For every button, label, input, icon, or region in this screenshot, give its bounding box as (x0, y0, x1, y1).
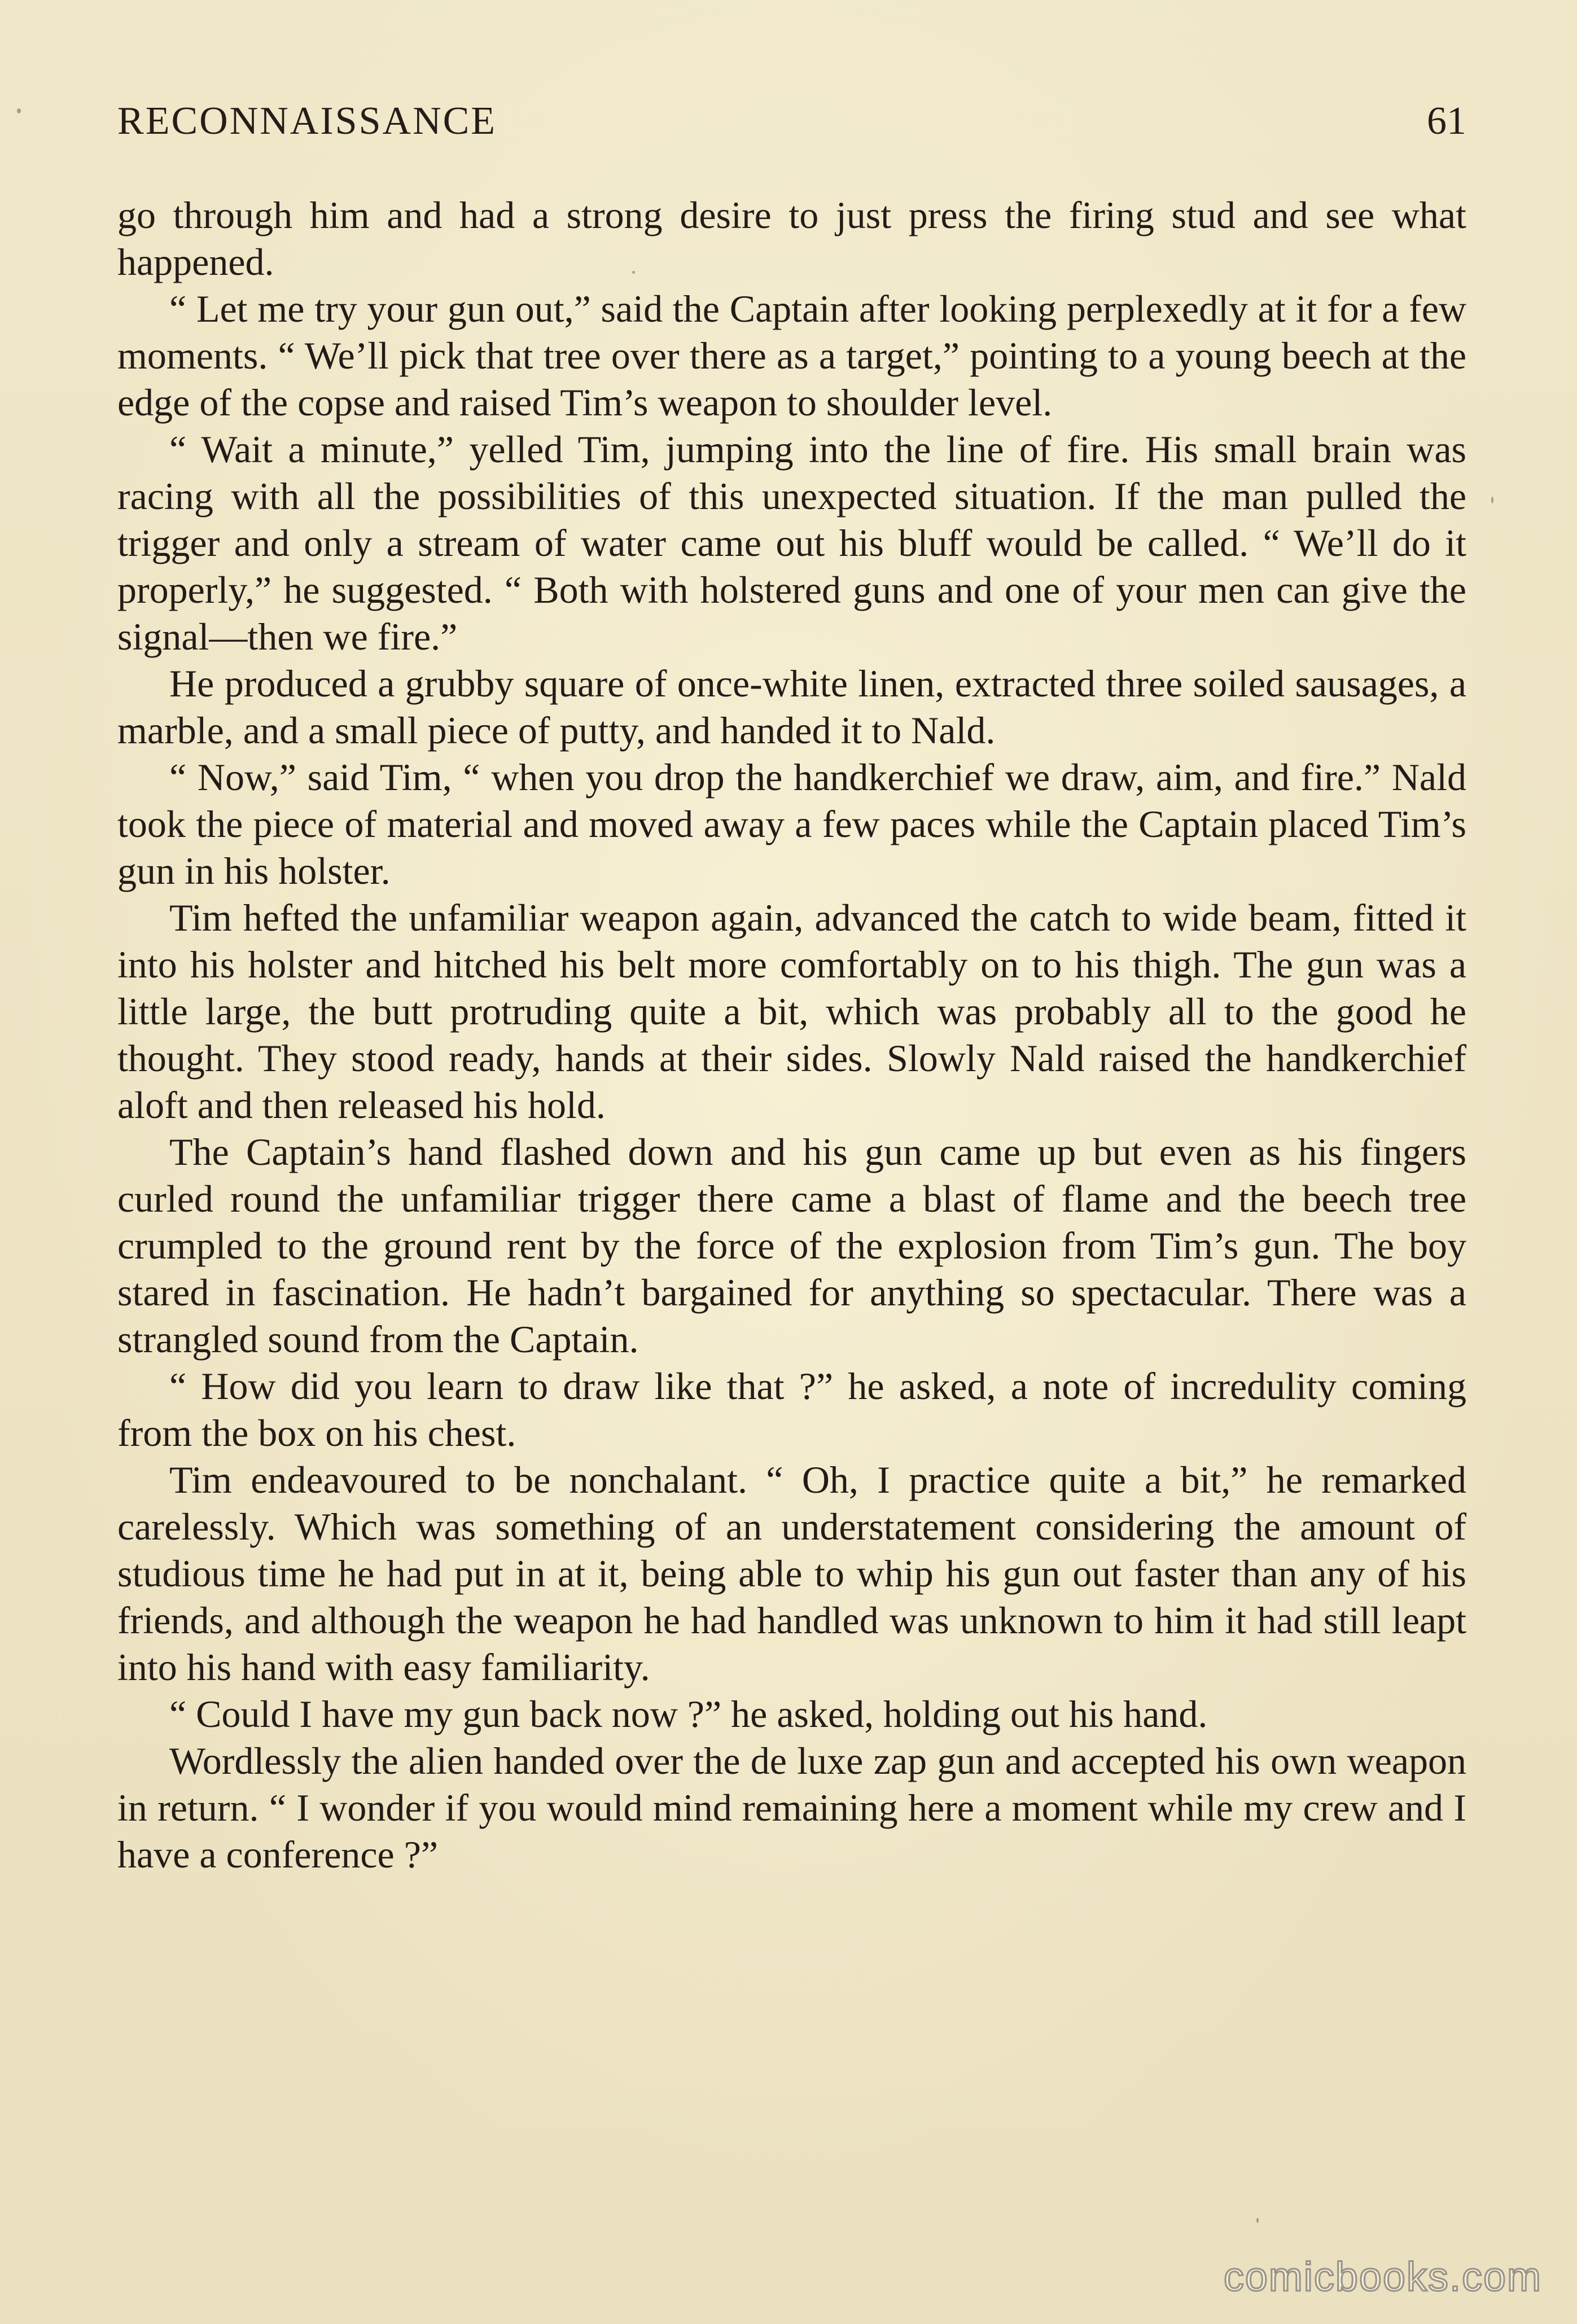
running-title: RECONNAISSANCE (117, 99, 497, 143)
paragraph: “ Wait a minute,” yelled Tim, jumping into the line of fire. His small brain was racing with all the possibilities of this unexpected situation. If the man pulled the trigger and only a stream of water came out his bluff would be called. “ We’ll do it properly,” he suggested. “ Both with holstered guns and one of your men can give the signal—then we fire.” (117, 428, 1466, 658)
paper-speck (1256, 2218, 1259, 2223)
paragraph: “ Could I have my gun back now ?” he asked, holding out his hand. (169, 1692, 1208, 1735)
body-text (117, 192, 1466, 1878)
paragraph: He produced a grubby square of once-white linen, extracted three soiled sausages, a marble, and a small piece of putty, and handed it to Nald. (117, 662, 1466, 752)
paragraph: Wordlessly the alien handed over the de luxe zap gun and accepted his own weapon in return. “ I wonder if you would mind remaining here a moment while my crew and I have a conference ?” (117, 1739, 1466, 1876)
paragraph: Tim hefted the unfamiliar weapon again, advanced the catch to wide beam, fitted it into his holster and hitched his belt more comfortably on to his thigh. The gun was a little large, the butt protruding quite a bit, which was probably all to the good he thought. They stood ready, hands at their sides. Slowly Nald raised the handkerchief aloft and then released his hold. (117, 896, 1466, 1126)
paragraph: Tim endeavoured to be nonchalant. “ Oh, I practice quite a bit,” he remarked carelessly. Which was something of an understatement considering the amount of studious time he had put in at it, being able to whip his gun out faster than any of his friends, and although the weapon he had handled was unknown to him it had still leapt into his hand with easy familiarity. (117, 1458, 1466, 1689)
paragraph: “ Let me try your gun out,” said the Captain after looking perplexedly at it for a few moments. “ We’ll pick that tree over there as a target,” pointing to a young beech at the edge of the copse and raised Tim’s weapon to shoulder level. (117, 287, 1466, 424)
paper-speck (1491, 497, 1493, 503)
paragraph: The Captain’s hand flashed down and his gun came up but even as his fingers curled round the unfamiliar trigger there came a blast of flame and the beech tree crumpled to the ground rent by the force of the explosion from Tim’s gun. The boy stared in fascination. He hadn’t bargained for anything so spectacular. There was a strangled sound from the Captain. (117, 1130, 1466, 1361)
paragraph: “ How did you learn to draw like that ?” he asked, a note of incredulity coming from the box on his chest. (117, 1365, 1466, 1454)
paper-speck (17, 108, 21, 113)
paragraph: “ Now,” said Tim, “ when you drop the handkerchief we draw, aim, and fire.” Nald took the piece of material and moved away a few paces while the Captain placed Tim’s gun in his holster. (117, 756, 1466, 892)
page-number: 61 (1427, 99, 1466, 143)
paragraph: go through him and had a strong desire to just press the firing stud and see what happened. (117, 194, 1466, 283)
running-header (117, 96, 1466, 147)
site-watermark: comicbooks.com (1223, 2255, 1542, 2300)
